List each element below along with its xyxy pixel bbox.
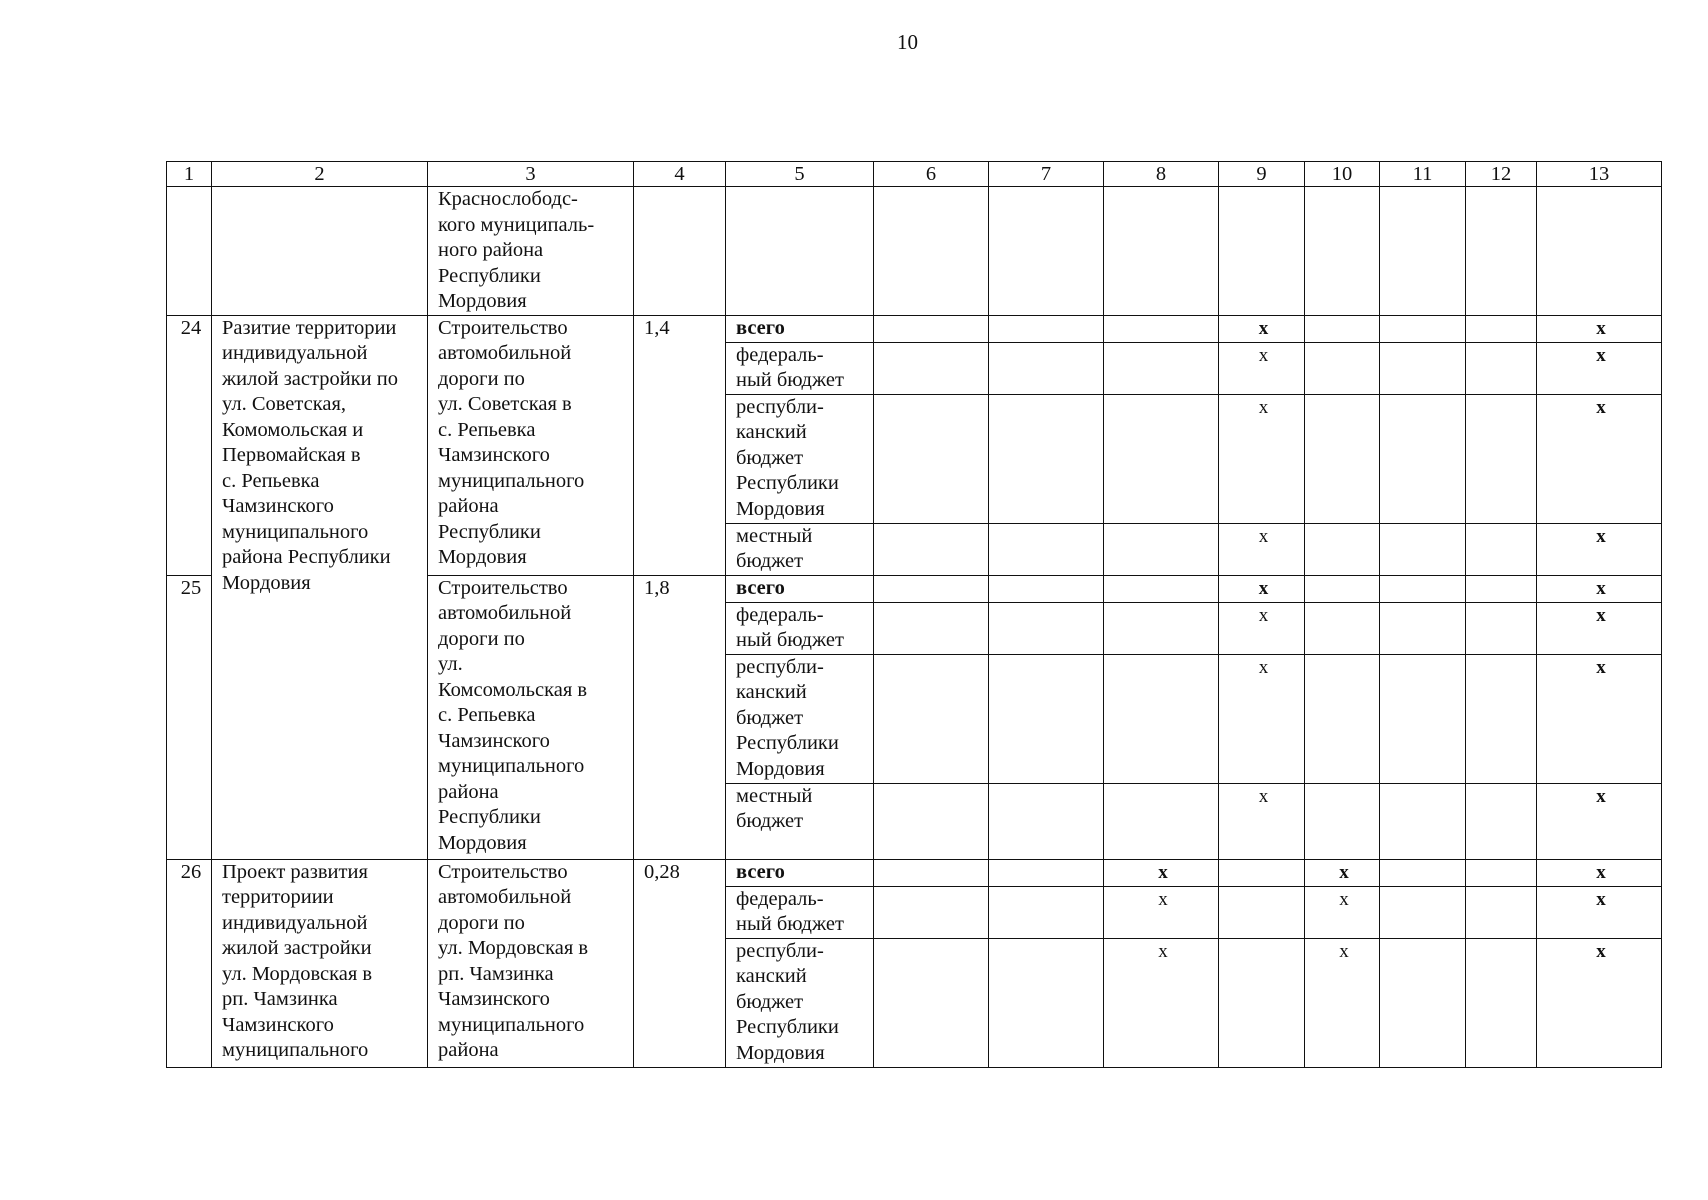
value-cell-col-6 bbox=[874, 342, 989, 394]
funding-source-line: бюджет bbox=[736, 706, 804, 729]
value-cell-col-12 bbox=[1466, 859, 1537, 886]
object-line: ул. Мордовская в bbox=[438, 937, 589, 959]
object-line: района bbox=[438, 780, 499, 803]
funding-source-line: всего bbox=[736, 316, 785, 339]
territory-line: индивидуальной bbox=[222, 911, 368, 934]
value-cell-col-9: х bbox=[1219, 315, 1305, 342]
value-cell-col-8 bbox=[1104, 602, 1219, 654]
object-line: ного района bbox=[438, 239, 544, 261]
page-number: 10 bbox=[897, 30, 918, 54]
funding-source-line: всего bbox=[736, 860, 785, 883]
object-line: дороги по bbox=[438, 367, 525, 390]
col-header-12: 12 bbox=[1466, 162, 1537, 187]
object-line: с. Репьевка bbox=[438, 704, 536, 726]
territory-cell bbox=[212, 315, 428, 859]
funding-source-line: ный бюджет bbox=[736, 369, 844, 391]
value-cell-col-11 bbox=[1380, 315, 1466, 342]
funding-source-line: бюджет bbox=[736, 990, 804, 1013]
value-cell-col-10: х bbox=[1305, 938, 1380, 1067]
value-cell-col-9: х bbox=[1219, 783, 1305, 859]
value-cell-col-7 bbox=[989, 886, 1104, 938]
value-cell-col-7 bbox=[989, 187, 1104, 316]
object-line: автомобильной bbox=[438, 602, 572, 624]
value-cell-col-12 bbox=[1466, 315, 1537, 342]
value-cell-col-13: х bbox=[1537, 342, 1662, 394]
value-cell-col-10 bbox=[1305, 783, 1380, 859]
funding-source-line: Мордовия bbox=[736, 757, 825, 780]
col-header-7: 7 bbox=[989, 162, 1104, 187]
funding-source-cell bbox=[726, 523, 874, 575]
value-cell-col-9 bbox=[1219, 859, 1305, 886]
funding-source-line: бюджет bbox=[736, 446, 804, 469]
value-cell-col-8 bbox=[1104, 654, 1219, 783]
territory-line: Мордовия bbox=[222, 571, 311, 594]
value-cell-col-8 bbox=[1104, 575, 1219, 602]
territory-line: Чамзинского bbox=[222, 495, 334, 517]
object-cell bbox=[428, 859, 634, 1067]
value-cell-col-9 bbox=[1219, 938, 1305, 1067]
value-cell-col-6 bbox=[874, 315, 989, 342]
value-cell-col-5 bbox=[726, 187, 874, 316]
value-cell-col-13: х bbox=[1537, 315, 1662, 342]
value-cell-col-11 bbox=[1380, 886, 1466, 938]
object-cell bbox=[428, 315, 634, 575]
object-line: муниципального bbox=[438, 755, 585, 777]
funding-source-line: канский bbox=[736, 965, 807, 987]
value-cell-col-8: х bbox=[1104, 886, 1219, 938]
funding-source-cell bbox=[726, 886, 874, 938]
row-number-cell bbox=[167, 187, 212, 316]
object-line: Чамзинского bbox=[438, 988, 550, 1010]
object-line: ул. Советская в bbox=[438, 393, 572, 415]
object-line: дороги по bbox=[438, 911, 525, 934]
value-cell-col-9 bbox=[1219, 187, 1305, 316]
object-line: дороги по bbox=[438, 627, 525, 650]
value-cell-col-6 bbox=[874, 187, 989, 316]
value-cell-col-6 bbox=[874, 938, 989, 1067]
value-cell-col-13: х bbox=[1537, 938, 1662, 1067]
value-cell-col-7 bbox=[989, 859, 1104, 886]
value-cell-col-10 bbox=[1305, 315, 1380, 342]
value-cell-col-8 bbox=[1104, 342, 1219, 394]
funding-source-line: Республики bbox=[736, 1016, 839, 1038]
object-line: Республики bbox=[438, 264, 541, 287]
object-line: Республики bbox=[438, 806, 541, 828]
funding-source-cell bbox=[726, 315, 874, 342]
object-line: Республики bbox=[438, 520, 541, 543]
value-cell-col-4 bbox=[634, 187, 726, 316]
value-cell-col-13: х bbox=[1537, 602, 1662, 654]
value-cell-col-11 bbox=[1380, 938, 1466, 1067]
object-line: района bbox=[438, 495, 499, 517]
object-line: муниципального bbox=[438, 1013, 585, 1036]
territory-line: муниципального bbox=[222, 1039, 369, 1061]
value-cell-col-13: х bbox=[1537, 886, 1662, 938]
value-cell-col-7 bbox=[989, 654, 1104, 783]
object-line: ул. bbox=[438, 653, 463, 675]
table-row bbox=[167, 187, 1662, 316]
value-cell-col-9: х bbox=[1219, 342, 1305, 394]
value-cell-col-12 bbox=[1466, 654, 1537, 783]
value-cell-col-12 bbox=[1466, 783, 1537, 859]
value-cell-col-11 bbox=[1380, 602, 1466, 654]
value-cell-col-13: х bbox=[1537, 783, 1662, 859]
territory-line: жилой застройки по bbox=[222, 367, 398, 390]
object-line: района bbox=[438, 1039, 499, 1061]
col-header-5: 5 bbox=[726, 162, 874, 187]
territory-line: Проект развития bbox=[222, 860, 368, 883]
header-row bbox=[167, 162, 1662, 187]
value-cell-col-13: х bbox=[1537, 859, 1662, 886]
value-cell-col-10 bbox=[1305, 342, 1380, 394]
col-header-3: 3 bbox=[428, 162, 634, 187]
value-cell-col-7 bbox=[989, 523, 1104, 575]
program-table bbox=[166, 161, 1662, 1068]
value-cell-col-9 bbox=[1219, 886, 1305, 938]
value-cell-col-13: х bbox=[1537, 654, 1662, 783]
funding-source-line: местный bbox=[736, 784, 813, 807]
object-line: Строительство bbox=[438, 316, 568, 339]
value-cell-col-7 bbox=[989, 783, 1104, 859]
funding-source-cell bbox=[726, 783, 874, 859]
value-cell-col-12 bbox=[1466, 342, 1537, 394]
value-cell-col-6 bbox=[874, 859, 989, 886]
object-line: Чамзинского bbox=[438, 729, 550, 752]
funding-source-cell bbox=[726, 938, 874, 1067]
value-cell-col-7 bbox=[989, 315, 1104, 342]
value-cell-col-10 bbox=[1305, 523, 1380, 575]
territory-line: Комомольская и bbox=[222, 418, 364, 441]
object-cell bbox=[428, 575, 634, 859]
value-cell-col-7 bbox=[989, 938, 1104, 1067]
territory-line: жилой застройки bbox=[222, 937, 372, 959]
funding-source-line: республи- bbox=[736, 395, 824, 418]
funding-source-line: федераль- bbox=[736, 887, 824, 910]
value-cell-col-12 bbox=[1466, 938, 1537, 1067]
value-cell-col-6 bbox=[874, 886, 989, 938]
value-cell-col-12 bbox=[1466, 602, 1537, 654]
territory-line: Чамзинского bbox=[222, 1013, 334, 1036]
value-cell-col-8 bbox=[1104, 523, 1219, 575]
value-cell-col-12 bbox=[1466, 394, 1537, 523]
funding-source-line: канский bbox=[736, 681, 807, 703]
object-line: Строительство bbox=[438, 860, 568, 883]
table-row bbox=[167, 859, 1662, 886]
col-header-2: 2 bbox=[212, 162, 428, 187]
value-cell-col-10 bbox=[1305, 394, 1380, 523]
value-cell-col-8 bbox=[1104, 394, 1219, 523]
value-cell-col-6 bbox=[874, 394, 989, 523]
funding-source-cell bbox=[726, 342, 874, 394]
funding-source-line: республи- bbox=[736, 655, 824, 678]
value-cell-col-13 bbox=[1537, 187, 1662, 316]
value-cell-col-6 bbox=[874, 783, 989, 859]
value-cell-col-10: х bbox=[1305, 886, 1380, 938]
value-cell-col-11 bbox=[1380, 394, 1466, 523]
value-cell-col-8: х bbox=[1104, 938, 1219, 1067]
object-line: Краснослободс- bbox=[438, 188, 578, 210]
value-cell-col-11 bbox=[1380, 523, 1466, 575]
funding-source-cell bbox=[726, 394, 874, 523]
value-cell-col-7 bbox=[989, 394, 1104, 523]
object-line: с. Репьевка bbox=[438, 418, 536, 441]
funding-source-line: Мордовия bbox=[736, 1041, 825, 1064]
funding-source-line: республи- bbox=[736, 939, 824, 962]
object-cell bbox=[428, 187, 634, 316]
col-header-6: 6 bbox=[874, 162, 989, 187]
col-header-1: 1 bbox=[167, 162, 212, 187]
col-header-13: 13 bbox=[1537, 162, 1662, 187]
object-line: Мордовия bbox=[438, 290, 527, 312]
table-row bbox=[167, 315, 1662, 342]
value-cell-col-7 bbox=[989, 575, 1104, 602]
object-line: Строительство bbox=[438, 576, 568, 599]
value-cell-col-10 bbox=[1305, 654, 1380, 783]
value-cell-col-10 bbox=[1305, 602, 1380, 654]
territory-line: ул. Советская, bbox=[222, 393, 347, 415]
funding-source-line: федераль- bbox=[736, 603, 824, 626]
funding-source-line: бюджет bbox=[736, 550, 804, 572]
value-cell-col-11 bbox=[1380, 575, 1466, 602]
territory-line: с. Репьевка bbox=[222, 469, 320, 492]
value-cell-col-11 bbox=[1380, 342, 1466, 394]
value-cell-col-9: х bbox=[1219, 654, 1305, 783]
funding-source-line: Республики bbox=[736, 472, 839, 494]
value-cell-col-9: х bbox=[1219, 575, 1305, 602]
length-cell: 1,8 bbox=[634, 575, 726, 859]
territory-cell bbox=[212, 187, 428, 316]
value-cell-col-13: х bbox=[1537, 394, 1662, 523]
value-cell-col-8: х bbox=[1104, 859, 1219, 886]
value-cell-col-6 bbox=[874, 602, 989, 654]
value-cell-col-10: х bbox=[1305, 859, 1380, 886]
territory-line: рп. Чамзинка bbox=[222, 988, 338, 1010]
funding-source-line: ный бюджет bbox=[736, 629, 844, 651]
territory-line: Разитие территории bbox=[222, 316, 397, 339]
value-cell-col-12 bbox=[1466, 575, 1537, 602]
object-line: Мордовия bbox=[438, 831, 527, 854]
object-line: Чамзинского bbox=[438, 444, 550, 466]
funding-source-cell bbox=[726, 575, 874, 602]
funding-source-line: Республики bbox=[736, 732, 839, 754]
col-header-9: 9 bbox=[1219, 162, 1305, 187]
object-line: Комсомольская в bbox=[438, 678, 588, 701]
value-cell-col-9: х bbox=[1219, 523, 1305, 575]
funding-source-cell bbox=[726, 859, 874, 886]
value-cell-col-6 bbox=[874, 654, 989, 783]
value-cell-col-12 bbox=[1466, 886, 1537, 938]
funding-source-line: Мордовия bbox=[736, 497, 825, 520]
object-line: Мордовия bbox=[438, 546, 527, 568]
value-cell-col-8 bbox=[1104, 783, 1219, 859]
value-cell-col-11 bbox=[1380, 654, 1466, 783]
territory-line: территориии bbox=[222, 886, 334, 908]
value-cell-col-8 bbox=[1104, 187, 1219, 316]
funding-source-line: местный bbox=[736, 524, 813, 547]
col-header-4: 4 bbox=[634, 162, 726, 187]
funding-source-line: бюджет bbox=[736, 810, 804, 832]
value-cell-col-9: х bbox=[1219, 602, 1305, 654]
value-cell-col-6 bbox=[874, 523, 989, 575]
col-header-10: 10 bbox=[1305, 162, 1380, 187]
value-cell-col-7 bbox=[989, 342, 1104, 394]
value-cell-col-13: х bbox=[1537, 523, 1662, 575]
row-number-cell: 24 bbox=[167, 315, 212, 575]
object-line: автомобильной bbox=[438, 886, 572, 908]
value-cell-col-7 bbox=[989, 602, 1104, 654]
value-cell-col-10 bbox=[1305, 575, 1380, 602]
value-cell-col-6 bbox=[874, 575, 989, 602]
funding-source-line: канский bbox=[736, 421, 807, 443]
territory-line: Первомайская в bbox=[222, 444, 361, 466]
funding-source-line: федераль- bbox=[736, 343, 824, 366]
table-body bbox=[167, 162, 1662, 1068]
value-cell-col-12 bbox=[1466, 187, 1537, 316]
col-header-11: 11 bbox=[1380, 162, 1466, 187]
funding-source-line: ный бюджет bbox=[736, 913, 844, 935]
object-line: кого муниципаль- bbox=[438, 213, 595, 236]
value-cell-col-10 bbox=[1305, 187, 1380, 316]
funding-source-cell bbox=[726, 602, 874, 654]
object-line: рп. Чамзинка bbox=[438, 962, 554, 985]
object-line: автомобильной bbox=[438, 342, 572, 364]
value-cell-col-12 bbox=[1466, 523, 1537, 575]
object-line: муниципального bbox=[438, 469, 585, 492]
value-cell-col-11 bbox=[1380, 187, 1466, 316]
value-cell-col-8 bbox=[1104, 315, 1219, 342]
territory-line: района Республики bbox=[222, 546, 391, 568]
value-cell-col-13: х bbox=[1537, 575, 1662, 602]
length-cell: 0,28 bbox=[634, 859, 726, 1067]
row-number-cell: 26 bbox=[167, 859, 212, 1067]
territory-line: муниципального bbox=[222, 520, 369, 543]
value-cell-col-11 bbox=[1380, 859, 1466, 886]
value-cell-col-9: х bbox=[1219, 394, 1305, 523]
length-cell: 1,4 bbox=[634, 315, 726, 575]
territory-line: индивидуальной bbox=[222, 342, 368, 364]
row-number-cell: 25 bbox=[167, 575, 212, 859]
funding-source-line: всего bbox=[736, 576, 785, 599]
territory-cell bbox=[212, 859, 428, 1067]
value-cell-col-11 bbox=[1380, 783, 1466, 859]
col-header-8: 8 bbox=[1104, 162, 1219, 187]
territory-line: ул. Мордовская в bbox=[222, 962, 373, 985]
funding-source-cell bbox=[726, 654, 874, 783]
